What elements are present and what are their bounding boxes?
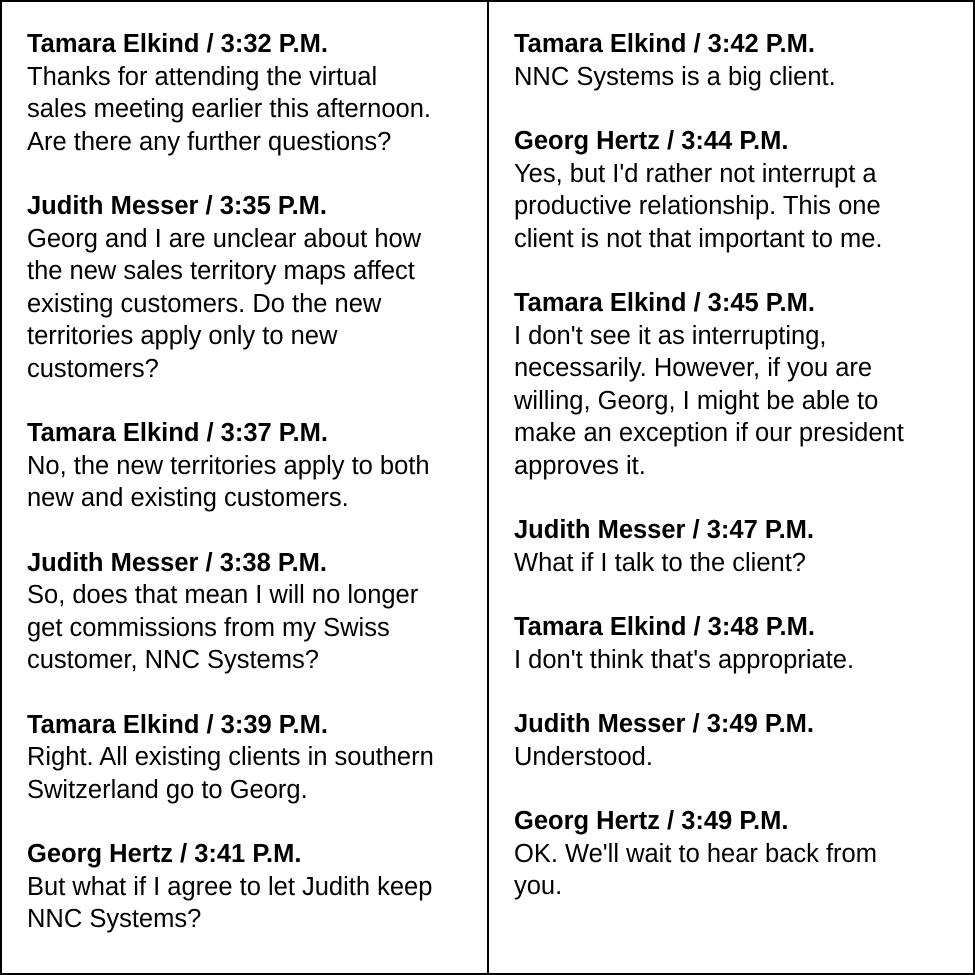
message-text-line: Right. All existing clients in southern bbox=[27, 743, 434, 771]
chat-message bbox=[514, 287, 959, 482]
message-text-line: OK. We'll wait to hear back from bbox=[514, 839, 877, 868]
message-text-line: So, does that mean I will no longer bbox=[27, 581, 419, 609]
message-header: Tamara Elkind / 3:42 P.M. bbox=[514, 30, 815, 58]
message-text-line: Understood. bbox=[514, 742, 653, 771]
message-header: Georg Hertz / 3:49 P.M. bbox=[514, 807, 789, 835]
message-text-line: No, the new territories apply to both bbox=[27, 451, 430, 480]
chat-message bbox=[27, 417, 473, 515]
chat-message bbox=[27, 547, 473, 677]
chat-message bbox=[514, 514, 959, 579]
chat-column-right bbox=[489, 2, 973, 973]
message-text-line: I don't see it as interrupting, bbox=[514, 321, 827, 350]
message-header: Judith Messer / 3:47 P.M. bbox=[514, 516, 814, 544]
chat-message bbox=[514, 611, 959, 676]
message-text-line: Thanks for attending the virtual bbox=[27, 62, 378, 91]
message-header: Tamara Elkind / 3:39 P.M. bbox=[27, 710, 328, 739]
message-text-line: What if I talk to the client? bbox=[514, 548, 806, 577]
message-header: Georg Hertz / 3:41 P.M. bbox=[27, 840, 302, 868]
message-text-line: sales meeting earlier this afternoon. bbox=[27, 95, 431, 123]
chat-message bbox=[27, 190, 473, 385]
chat-message bbox=[27, 838, 473, 936]
message-header: Tamara Elkind / 3:37 P.M. bbox=[27, 419, 328, 447]
chat-message bbox=[514, 805, 959, 903]
chat-message bbox=[514, 708, 959, 773]
message-header: Tamara Elkind / 3:48 P.M. bbox=[514, 613, 815, 641]
message-text-line: Switzerland go to Georg. bbox=[27, 775, 308, 804]
message-text-line: But what if I agree to let Judith keep bbox=[27, 872, 433, 901]
message-text-line: NNC Systems is a big client. bbox=[514, 62, 836, 91]
message-text-line: you. bbox=[514, 872, 563, 900]
message-text-line: NNC Systems? bbox=[27, 905, 202, 933]
message-text-line: make an exception if our president bbox=[514, 419, 904, 447]
message-header: Judith Messer / 3:38 P.M. bbox=[27, 548, 327, 577]
message-text-line: client is not that important to me. bbox=[514, 224, 883, 253]
message-text-line: the new sales territory maps affect bbox=[27, 257, 415, 285]
message-text-line: necessarily. However, if you are bbox=[514, 354, 873, 382]
message-text-line: Are there any further questions? bbox=[27, 127, 392, 156]
message-text-line: new and existing customers. bbox=[27, 484, 349, 512]
message-text-line: productive relationship. This one bbox=[514, 192, 881, 220]
message-text-line: Yes, but I'd rather not interrupt a bbox=[514, 159, 877, 188]
message-text-line: customer, NNC Systems? bbox=[27, 646, 319, 674]
message-text-line: willing, Georg, I might be able to bbox=[514, 386, 879, 415]
message-text-line: customers? bbox=[27, 354, 159, 383]
message-header: Judith Messer / 3:35 P.M. bbox=[27, 192, 327, 220]
message-header: Judith Messer / 3:49 P.M. bbox=[514, 710, 814, 738]
message-header: Georg Hertz / 3:44 P.M. bbox=[514, 127, 789, 155]
message-text-line: territories apply only to new bbox=[27, 322, 338, 350]
message-text-line: approves it. bbox=[514, 451, 646, 480]
chat-message bbox=[27, 709, 473, 807]
message-text-line: existing customers. Do the new bbox=[27, 289, 382, 318]
chat-message bbox=[514, 28, 959, 93]
message-text-line: Georg and I are unclear about how bbox=[27, 224, 422, 253]
chat-message bbox=[27, 28, 473, 158]
chat-column-left bbox=[2, 2, 489, 973]
chat-message bbox=[514, 125, 959, 255]
message-text-line: I don't think that's appropriate. bbox=[514, 645, 855, 674]
message-text-line: get commissions from my Swiss bbox=[27, 613, 390, 642]
message-header: Tamara Elkind / 3:32 P.M. bbox=[27, 30, 328, 58]
message-header: Tamara Elkind / 3:45 P.M. bbox=[514, 289, 815, 317]
